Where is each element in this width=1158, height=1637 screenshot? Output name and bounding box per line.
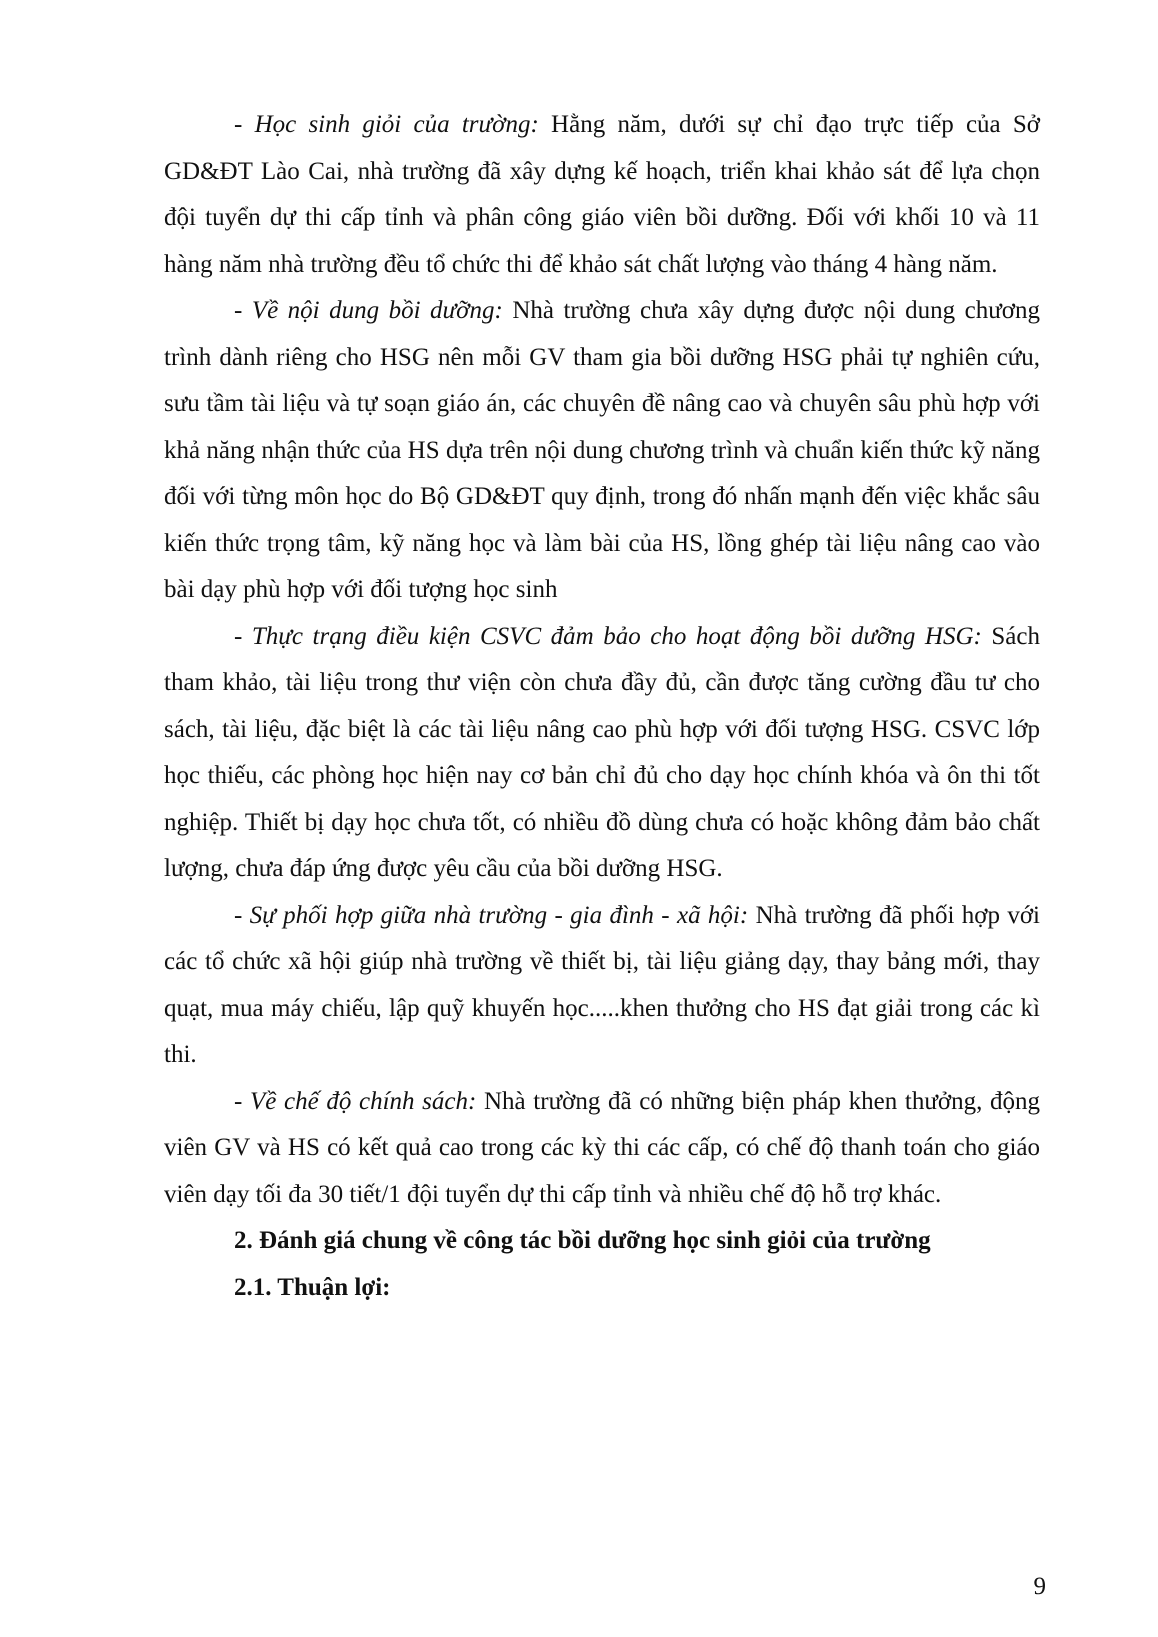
paragraph-lead: - Về chế độ chính sách: (234, 1087, 477, 1115)
paragraph-lead: - Về nội dung bồi dưỡng: (234, 297, 503, 324)
paragraph-che-do-chinh-sach (164, 1079, 1040, 1219)
page-content (164, 102, 1040, 1311)
paragraph-text: Sách tham khảo, tài liệu trong thư viện còn chưa đầy đủ, cần được tăng cường đầu tư cho sách, tài liệu, đặc biệt là các tài liệu nâng cao phù hợp với đối tượng HSG. CSVC lớp học thiếu, các phòng học hiện nay cơ bản chỉ đủ cho dạy học chính khóa và ôn thi tốt nghiệp. Thiết bị dạy học chưa tốt, có nhiều đồ dùng chưa có hoặc không đảm bảo chất lượng, chưa đáp ứng được yêu cầu của bồi dưỡng HSG. (164, 622, 1040, 882)
paragraph-noi-dung-boi-duong (164, 288, 1040, 614)
paragraph-text: Nhà trường chưa xây dựng được nội dung chương trình dành riêng cho HSG nên mỗi GV tham gia bồi dưỡng HSG phải tự nghiên cứu, sưu tầm tài liệu và tự soạn giáo án, các chuyên đề nâng cao và chuyên sâu phù hợp với khả năng nhận thức của HS dựa trên nội dung chương trình và chuẩn kiến thức kỹ năng đối với từng môn học do Bộ GD&ĐT quy định, trong đó nhấn mạnh đến việc khắc sâu kiến thức trọng tâm, kỹ năng học và làm bài của HS, lồng ghép tài liệu nâng cao vào bài dạy phù hợp với đối tượng học sinh (164, 297, 1041, 603)
page-number: 9 (1033, 1573, 1046, 1600)
paragraph-hoc-sinh-gioi (164, 102, 1040, 288)
paragraph-lead: - Học sinh giỏi của trường: (234, 111, 539, 138)
subsection-heading: 2.1. Thuận lợi: (234, 1273, 391, 1301)
section-heading: 2. Đánh giá chung về công tác bồi dưỡng học sinh giỏi của trường (234, 1227, 931, 1254)
paragraph-text: Nhà trường đã phối hợp với các tổ chức xã hội giúp nhà trường về thiết bị, tài liệu giảng dạy, thay bảng mới, thay quạt, mua máy chiếu, lập quỹ khuyến học.....khen thưởng cho HS đạt giải trong các kì thi. (164, 901, 1040, 1068)
paragraph-lead: - Thực trạng điều kiện CSVC đảm bảo cho hoạt động bồi dưỡng HSG: (234, 622, 982, 650)
paragraph-text: Hằng năm, dưới sự chỉ đạo trực tiếp của Sở GD&ĐT Lào Cai, nhà trường đã xây dựng kế hoạch, triển khai khảo sát để lựa chọn đội tuyển dự thi cấp tỉnh và phân công giáo viên bồi dưỡng. Đối với khối 10 và 11 hàng năm nhà trường đều tổ chức thi để khảo sát chất lượng vào tháng 4 hàng năm. (164, 111, 1040, 278)
paragraph-text: Nhà trường đã có những biện pháp khen thưởng, động viên GV và HS có kết quả cao trong các kỳ thi các cấp, có chế độ thanh toán cho giáo viên dạy tối đa 30 tiết/1 đội tuyển dự thi cấp tỉnh và nhiều chế độ hỗ trợ khác. (164, 1087, 1040, 1208)
paragraph-lead: - Sự phối hợp giữa nhà trường - gia đình - xã hội: (234, 901, 749, 929)
paragraph-phoi-hop (164, 893, 1040, 1079)
paragraph-co-so-vat-chat (164, 614, 1040, 893)
